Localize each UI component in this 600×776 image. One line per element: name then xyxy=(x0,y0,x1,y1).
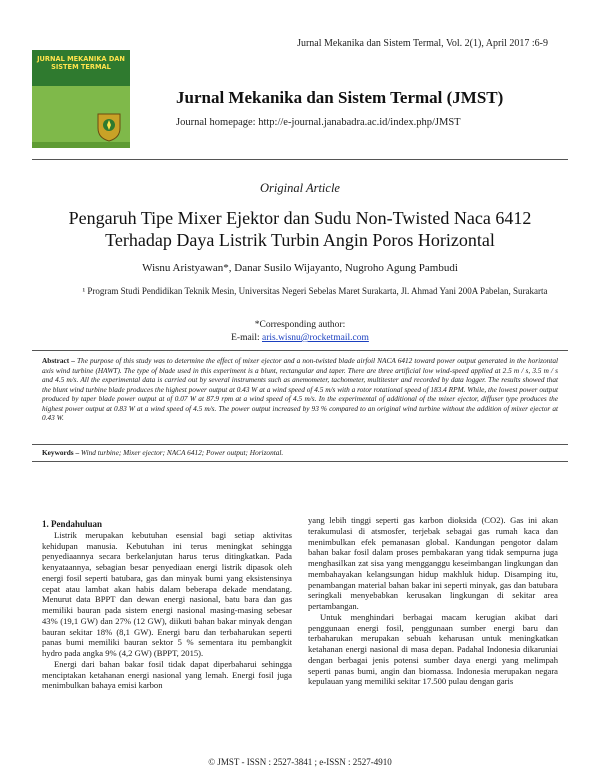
cover-title: JURNAL MEKANIKA DAN SISTEM TERMAL xyxy=(37,55,125,71)
page-footer: © JMST - ISSN : 2527-3841 ; e-ISSN : 2527-4910 xyxy=(208,757,392,767)
keywords-bottom-rule xyxy=(32,461,568,462)
abstract-bottom-rule xyxy=(32,444,568,445)
abstract-label: Abstract – xyxy=(42,356,75,365)
right-column xyxy=(308,515,558,687)
author-list: Wisnu Aristyawan*, Danar Susilo Wijayanto, Nugroho Agung Pambudi xyxy=(142,262,458,274)
running-head: Jurnal Mekanika dan Sistem Termal, Vol. 2(1), April 2017 :6-9 xyxy=(297,38,548,49)
author-email-link[interactable]: aris.wisnu@rocketmail.com xyxy=(261,333,369,343)
body-paragraph: yang lebih tinggi seperti gas karbon dioksida (CO2). Gas ini akan terakumulasi di atsmosfer, terjebak sebagai gas rumah kaca dan menimbulkan efek pemanasan global. Kandungan pengotor dalam bahan bakar fosil dalam proses pembakaran yang tidak sempurna juga menghasilkan zat sisa yang mengganggu keseimbangan lingkungan dan membahayakan kelangsungan hidup makhluk hidup. Disamping itu, penambangan material bahan bakar ini seperti minyak, gas dan batubara seringkali menyebabkan kerusakan lingkungan di sekitar area pertambangan. xyxy=(308,515,558,611)
affiliation: ¹ Program Studi Pendidikan Teknik Mesin, Universitas Negeri Sebelas Maret Surakarta, Jl. Ahmad Yani 200A Pabelan, Surakarta xyxy=(82,286,548,296)
body-paragraph: Listrik merupakan kebutuhan esensial bagi setiap aktivitas kehidupan manusia. Kebutuhan ini terus meningkat sehingga penyediaannya secara berkelanjutan harus terus ditingkatkan. Pada kenyataannya, sebagian besar penyediaan energi listrik dipasok oleh energi fosil seperti batubara, gas dan minyak bumi yang eksistensinya cepat atau lambat akan habis dalam beberapa dekade mendatang. Menurut data BPPT dan dewan energi nasional, batu bara dan gas memiliki bauran pada sistem energi nasional masing-masing sebesar 43% (19,1 GW) dan 27% (12 GW), diikuti bahan bakar minyak dengan bauran sekitar 18% (8,1 GW). Energi baru dan terbaharukan seperti panas bumi memiliki bauran sektor 5 % sementara itu pembangkit hydro pada angka 9% (4,2 GW) (BPPT, 2015). xyxy=(42,529,292,658)
journal-title: Jurnal Mekanika dan Sistem Termal (JMST) xyxy=(176,88,504,107)
journal-cover-image xyxy=(32,50,130,148)
header-divider xyxy=(32,159,568,160)
abstract-top-rule xyxy=(32,350,568,351)
email-line xyxy=(0,333,600,343)
email-label: E-mail: xyxy=(231,333,260,343)
keywords-text: Wind turbine; Mixer ejector; NACA 6412; Power output; Horizontal. xyxy=(80,448,284,457)
section-heading: 1. Pendahuluan xyxy=(42,519,103,529)
corresponding-author-label: *Corresponding author: xyxy=(254,320,346,330)
paper-title: Pengaruh Tipe Mixer Ejektor dan Sudu Non-Twisted Naca 6412 Terhadap Daya Listrik Turbin Angin Poros Horizontal xyxy=(68,208,532,250)
keywords xyxy=(42,448,558,457)
university-emblem-icon xyxy=(96,112,122,142)
article-type: Original Article xyxy=(260,181,340,195)
journal-homepage[interactable]: Journal homepage: http://e-journal.janabadra.ac.id/index.php/JMST xyxy=(176,117,461,128)
left-column xyxy=(42,519,292,691)
abstract xyxy=(42,356,558,423)
abstract-text: The purpose of this study was to determine the effect of mixer ejector and a non-twisted blade airfoil NACA 6412 toward power output generated in the horizontal axis wind turbine (HAWT). The type of blade used in this experiment is a blunt, rectangular and taper. There are three artificial low wind-speed applied at 2.5 m / s, 3.5 m / s and 4.5 m/s. All the experimental data is carried out by several instruments such as anemometer, tachometer, multitester and recorded by data logger. The results showed that the blunt wind turbine blade produces the highest power output at 0.43 W at a wind speed of 4.5 m/s with a rotor rotational speed of 183.4 RPM. While, the lowest power output produced by taper blade power output at of 0.07 W at 87.9 rpm at a wind speed of 4.5 m/s. In the experimental of additional of the mixer ejector, diffuser type produces the highest power output at 0.83 W at a wind speed of 4.5 m/s. The power output increased by 93 % compared to an original wind turbine without the addition of mixer ejector at 0.43 W. xyxy=(42,356,558,422)
body-paragraph: Untuk menghindari berbagai macam kerugian akibat dari penggunaan energi fosil, penggunaan sumber energi baru dan terbaharukan merupakan sebuah keharusan untuk meningkatkan ketahanan energi nasional di masa depan. Padahal Indonesia dikaruniai dengan berbagai jenis potensi sumber daya energi yang melimpah seperti panas bumi, angin dan biomassa. Indonesia merupakan negara kepulauan yang memiliki sekitar 17.500 pulau dengan garis xyxy=(308,611,558,687)
body-paragraph: Energi dari bahan bakar fosil tidak dapat diperbaharui sehingga menciptakan ketahanan energi nasional yang lemah. Energi fosil juga menimbulkan bahaya emisi karbon xyxy=(42,658,292,691)
keywords-label: Keywords – xyxy=(42,448,80,457)
